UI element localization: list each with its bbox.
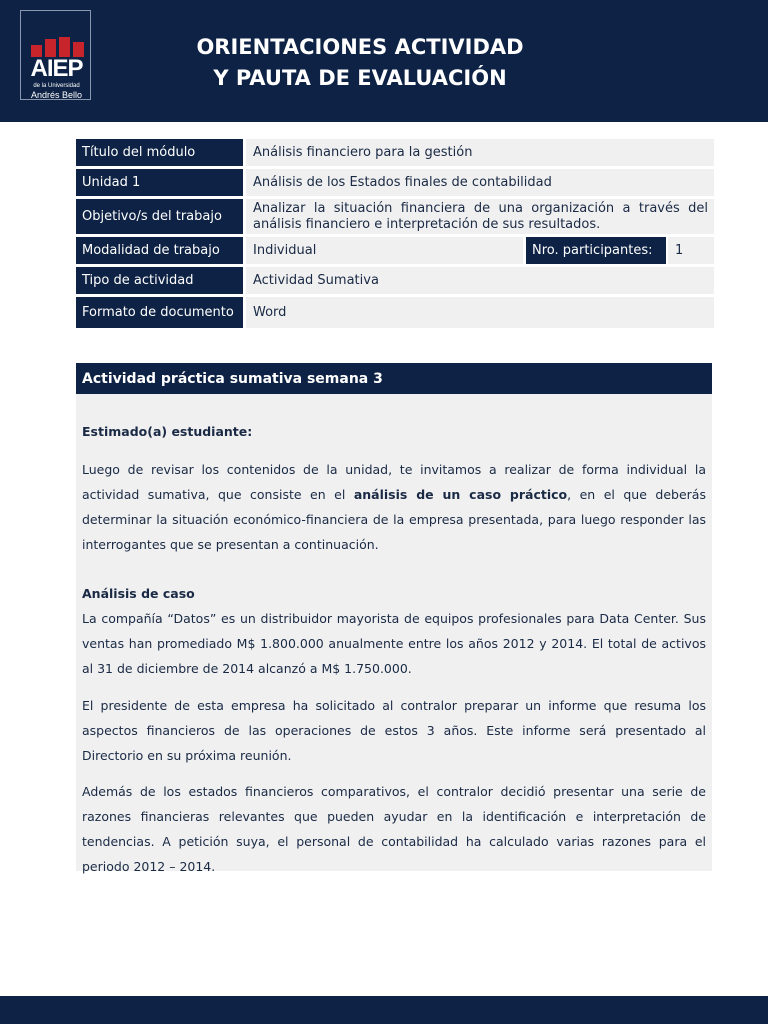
row-value: Analizar la situación financiera de una organización a través del análisis financiero e interpretación de sus resultados. [246, 199, 714, 234]
title-line-1: ORIENTACIONES ACTIVIDAD [196, 35, 524, 59]
greeting: Estimado(a) estudiante: [82, 424, 253, 439]
table-row [76, 169, 714, 196]
row-label: Modalidad de trabajo [76, 237, 243, 264]
case-paragraph-1: La compañía “Datos” es un distribuidor mayorista de equipos profesionales para Data Center. Sus ventas han promediado M$ 1.800.000 anualmente entre los años 2012 y 2014. El total de activos al 31 de diciembre de 2014 alcanzó a M$ 1.750.000. [82, 611, 706, 676]
intro-text-end: , en el que deberás determinar la situación económico-financiera de la empresa presentada, para luego responder las interrogantes que se presentan a continuación. [82, 487, 706, 552]
table-row [76, 199, 714, 234]
intro-paragraph [82, 457, 706, 557]
case-paragraph-2: El presidente de esta empresa ha solicitado al contralor preparar un informe que resuma los aspectos financieros de las operaciones de estos 3 años. Este informe será presentado al Directorio en su próxima reunión. [82, 698, 706, 763]
page-footer [0, 996, 768, 1024]
row-value: Word [246, 297, 714, 328]
table-row [76, 237, 714, 264]
row-value: Individual [246, 237, 523, 264]
section-heading: Actividad práctica sumativa semana 3 [76, 363, 712, 394]
row-value: Análisis financiero para la gestión [246, 139, 714, 166]
table-row [76, 267, 714, 294]
row-label: Objetivo/s del trabajo [76, 199, 243, 234]
row-label: Título del módulo [76, 139, 243, 166]
table-row [76, 139, 714, 166]
page-header [0, 0, 768, 122]
participants-value: 1 [668, 237, 714, 264]
row-value: Análisis de los Estados finales de contabilidad [246, 169, 714, 196]
participants-label: Nro. participantes: [526, 237, 666, 264]
aiep-logo [20, 10, 91, 100]
intro-emphasis: análisis de un caso práctico [353, 487, 568, 502]
logo-university: Andrés Bello [30, 90, 83, 100]
logo-buildings-icon [31, 37, 85, 57]
case-heading: Análisis de caso [82, 586, 195, 601]
logo-subtitle: de la Universidad [33, 83, 80, 89]
row-label: Formato de documento [76, 297, 243, 328]
table-row [76, 297, 714, 328]
activity-section [76, 363, 712, 874]
intro-text: Luego de revisar los contenidos de la unidad, te invitamos a realizar de forma individual la actividad sumativa, que consiste en el [82, 462, 706, 502]
case-paragraph-3: Además de los estados financieros comparativos, el contralor decidió presentar una serie de razones financieras relevantes que pueden ayudar en la identificación e interpretación de tendencias. A petición suya, el personal de contabilidad ha calculado varias razones para el periodo 2012 – 2014. [82, 784, 706, 874]
row-value: Actividad Sumativa [246, 267, 714, 294]
row-label: Unidad 1 [76, 169, 243, 196]
logo-text: AIEP [30, 55, 83, 82]
page-title [150, 32, 570, 94]
row-label: Tipo de actividad [76, 267, 243, 294]
title-line-2: Y PAUTA DE EVALUACIÓN [213, 66, 507, 90]
